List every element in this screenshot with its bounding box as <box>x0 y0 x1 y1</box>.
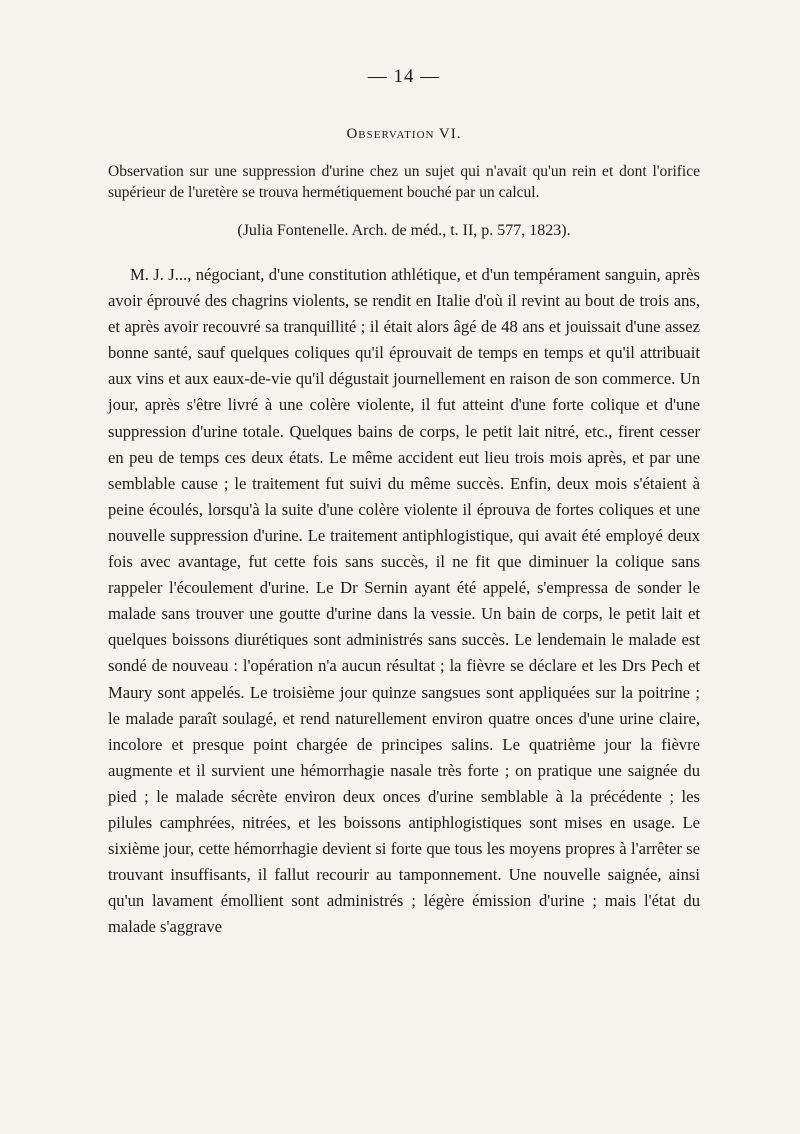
observation-summary: Observation sur une suppression d'urine chez un sujet qui n'avait qu'un rein et dont l'orifice supérieur de l'uretère se trouva hermétiquement bouché par un calcul. <box>108 163 700 201</box>
observation-title: Observation VI. <box>346 126 462 142</box>
citation: (Julia Fontenelle. Arch. de méd., t. II, p. 577, 1823). <box>237 222 571 239</box>
body-paragraph: M. J. J..., négociant, d'une constitution athlétique, et d'un tempérament sanguin, après avoir éprouvé des chagrins violents, se rendit en Italie d'où il revint au bout de trois ans, et après avoir recouvré sa tranquillité ; il était alors âgé de 48 ans et jouissait d'une assez bonne santé, sauf quelques coliques qu'il éprouvait de temps en temps et qu'il attribuait aux vins et aux eaux-de-vie qu'il dégustait journellement en raison de son commerce. Un jour, après s'être livré à une colère violente, il fut atteint d'une forte colique et d'une suppression d'urine totale. Quelques bains de corps, le petit lait nitré, etc., firent cesser en peu de temps ces deux états. Le même accident eut lieu trois mois après, et par une semblable cause ; le traitement fut suivi du même succès. Enfin, deux mois s'étaient à peine écoulés, lorsqu'à la suite d'une colère violente il éprouva de fortes coliques et une nouvelle suppression d'urine. Le traitement antiphlogistique, qui avait été employé deux fois avec avantage, fut cette fois sans succès, il ne fit que diminuer la colique sans rappeler l'écoulement d'urine. Le Dr Sernin ayant été appelé, s'empressa de sonder le malade sans trouver une goutte d'urine dans la vessie. Un bain de corps, le petit lait et quelques boissons diurétiques sont administrés sans succès. Le lendemain le malade est sondé de nouveau : l'opération n'a aucun résultat ; la fièvre se déclare et les Drs Pech et Maury sont appelés. Le troisième jour quinze sangsues sont appliquées sur la poitrine ; le malade paraît soulagé, et rend naturellement environ quatre onces d'une urine claire, incolore et presque point chargée de principes salins. Le quatrième jour la fièvre augmente et il survient une hémorrhagie nasale très forte ; on pratique une saignée du pied ; le malade sécrète environ deux onces d'urine semblable à la précédente ; les pilules camphrées, nitrées, et les boissons antiphlogistiques sont mises en usage. Le sixième jour, cette hémorrhagie devient si forte que tous les moyens propres à l'arrêter se trouvant insuffisants, il fallut recourir au tamponnement. Une nouvelle saignée, ainsi qu'un lavament émollient sont administrés ; légère émission d'urine ; mais l'état du malade s'aggrave <box>108 265 700 937</box>
page-number: — 14 — <box>367 66 441 87</box>
